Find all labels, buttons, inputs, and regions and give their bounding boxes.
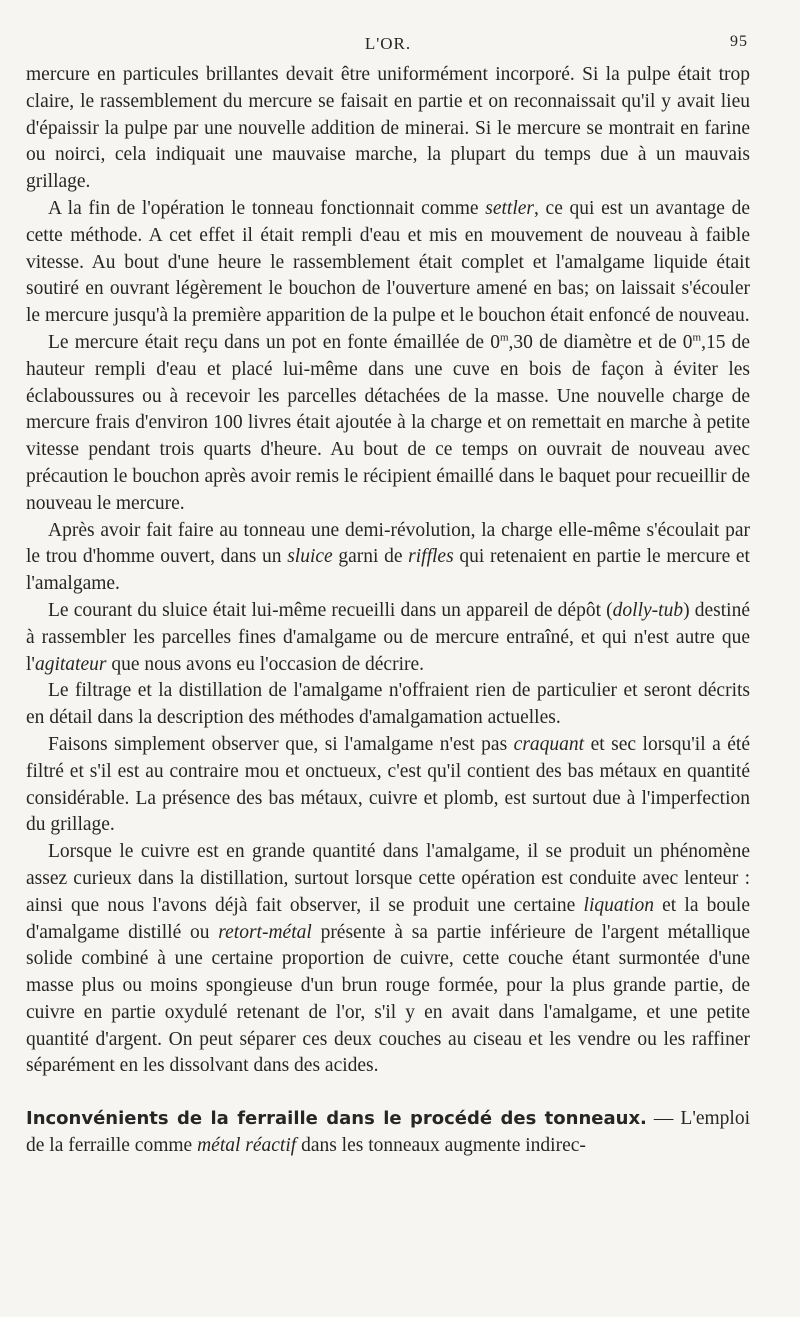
text-run: garni de	[332, 546, 409, 568]
page-number: 95	[730, 33, 748, 50]
section-heading: Inconvénients de la ferraille dans le procédé des tonneaux.	[26, 1108, 647, 1130]
italic-term: retort-métal	[218, 921, 312, 943]
page	[26, 28, 750, 1160]
italic-term: riffles	[408, 546, 454, 568]
paragraph-p5	[26, 598, 750, 678]
italic-term: settler	[485, 197, 534, 219]
italic-term: agitateur	[34, 653, 107, 675]
body-text	[26, 62, 750, 1080]
text-run: Après avoir fait faire au tonneau une demi-révolution, la charge elle-même s'écoulait par le trou d'homme ouvert, dans un	[26, 519, 750, 568]
paragraph-p8	[26, 839, 750, 1080]
paragraph-p3	[26, 330, 750, 518]
text-run: , ce qui est un avantage de cette méthode. A cet effet il était rempli d'eau et mis en mouvement de nouveau à faible vitesse. Au bout d'une heure le rassemblement était complet et l'amalgame liquide était soutiré en ouvrant légèrement le bouchon de l'ouverture amené en bas; on laissait s'écouler le mercure jusqu'à la première apparition de la pulpe et le bouchon était enfoncé de nouveau.	[26, 197, 750, 327]
paragraph-p7	[26, 732, 750, 839]
italic-term: dolly-tub	[612, 599, 684, 621]
text-run: ) destiné à rassembler les parcelles fines d'amalgame ou de mercure entraîné, et qui n'est autre que l'	[26, 599, 750, 675]
text-run: qui retenaient en partie le mercure et l'amalgame.	[26, 546, 750, 595]
text-run: présente à sa partie inférieure de l'argent métallique solide combiné à une certaine proportion de cuivre, cette couche étant surmontée d'une masse plus ou moins spongieuse d'un brun rouge formée, pour la plus grande partie, de cuivre en partie oxydulé retenant de l'or, s'il y en avait dans l'amalgame, et une petite quantité d'argent. On peut séparer ces deux couches au ciseau et les vendre ou les raffiner séparément en les dissolvant dans des acides.	[26, 921, 750, 1077]
text-run: A la fin de l'opération le tonneau fonctionnait comme	[48, 197, 486, 219]
text-run: Faisons simplement observer que, si l'amalgame n'est pas	[48, 733, 514, 755]
text-run: que nous avons eu l'occasion de décrire.	[106, 653, 425, 675]
text-run: et sec lorsqu'il a été filtré et s'il est au contraire mou et onctueux, c'est qu'il contient des bas métaux en quantité considérable. La présence des bas métaux, cuivre et plomb, est surtout due à l'imperfection du grillage.	[26, 733, 751, 836]
paragraph-p1	[26, 62, 750, 196]
text-run: Le courant du sluice était lui-même recueilli dans un appareil de dépôt (	[48, 599, 613, 621]
text-run: Le filtrage et la distillation de l'amalgame n'offraient rien de particulier et seront décrits en détail dans la description des méthodes d'amalgamation actuelles.	[26, 680, 750, 729]
italic-term: craquant	[513, 733, 585, 755]
text-run: et la boule d'amalgame distillé ou	[26, 894, 751, 943]
text-run: — L'emploi de la ferraille comme	[26, 1108, 750, 1157]
text-run: Lorsque le cuivre est en grande quantité dans l'amalgame, il se produit un phénomène assez curieux dans la distillation, surtout lorsque cette opération est conduite avec lenteur : ainsi que nous l'avons déjà fait observer, il se produit une certaine	[26, 841, 750, 916]
italic-term: sluice	[287, 546, 333, 568]
superscript: m	[692, 331, 702, 344]
italic-term: liquation	[583, 894, 654, 916]
text-run: ,15 de hauteur rempli d'eau et placé lui-même dans une cuve en bois de façon à éviter les éclaboussures ou à recevoir les parcelles détachées de la masse. Une nouvelle charge de mercure frais d'environ 100 livres était ajoutée à la charge et on remettait en marche à petite vitesse pendant trois quarts d'heure. Au bout de ce temps on ouvrait de nouveau avec précaution le bouchon après avoir remis le récipient émaillé dans le baquet pour recueillir de nouveau le mercure.	[26, 331, 750, 514]
running-title: L'OR.	[364, 34, 412, 53]
italic-term: métal réactif	[197, 1135, 297, 1157]
section-paragraph	[26, 1106, 750, 1160]
superscript: m	[499, 331, 509, 344]
paragraph-p6	[26, 678, 750, 732]
paragraph-p4	[26, 518, 750, 598]
text-run: Le mercure était reçu dans un pot en fonte émaillée de 0	[48, 331, 500, 353]
paragraph-p2	[26, 196, 750, 330]
running-header	[26, 28, 750, 62]
text-run: ,30 de diamètre et de 0	[508, 331, 693, 353]
text-run: mercure en particules brillantes devait être uniformément incorporé. Si la pulpe était trop claire, le rassemblement du mercure se faisait en partie et on reconnaissait qu'il y avait lieu d'épaissir la pulpe par une nouvelle addition de minerai. Si le mercure se montrait en farine ou noirci, cela indiquait une mauvaise marche, la plupart du temps due à un mauvais grillage.	[26, 64, 750, 193]
text-run: dans les tonneaux augmente indirec-	[296, 1135, 586, 1157]
